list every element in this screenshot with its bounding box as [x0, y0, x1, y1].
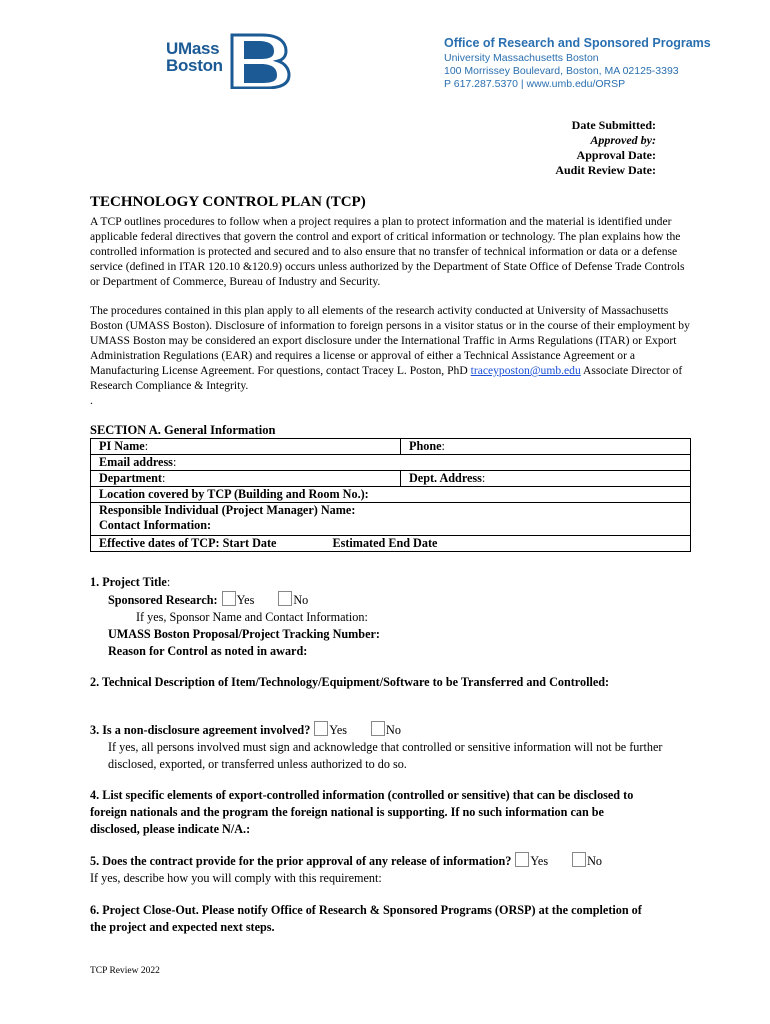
pi-name-cell[interactable]: [91, 439, 401, 455]
project-title-colon: :: [166, 575, 171, 589]
section-a-heading: SECTION A. General Information: [90, 423, 276, 437]
office-address: 100 Morrissey Boulevard, Boston, MA 02125-3393: [444, 65, 679, 77]
logo-line-2: Boston: [166, 56, 223, 75]
department-label: Department: [99, 471, 162, 485]
question-6: 6. Project Close-Out. Please notify Office of Research & Sponsored Programs (ORSP) at the completion of the project and expected next steps.: [90, 903, 642, 934]
approval-date-label: Approval Date:: [576, 148, 656, 162]
nda-yes-checkbox[interactable]: [314, 721, 328, 736]
question-3: [90, 721, 700, 773]
intro-paragraph-2-tail: Associate Director of Research Compliance & Integrity.: [90, 364, 683, 392]
document-title: TECHNOLOGY CONTROL PLAN (TCP): [90, 194, 366, 210]
audit-review-date-label: Audit Review Date:: [555, 163, 656, 177]
date-submitted-label: Date Submitted:: [571, 118, 656, 132]
project-title-label: 1. Project Title: [90, 575, 167, 589]
prior-approval-no-checkbox[interactable]: [572, 852, 586, 867]
prior-approval-yes-label: Yes: [530, 854, 549, 868]
nda-question-label: 3. Is a non-disclosure agreement involved?: [90, 723, 311, 737]
question-4: 4. List specific elements of export-controlled information (controlled or sensitive) that can be disclosed to foreign nationals and the program the foreign national is supporting. If no such information can be disclosed, please indicate N/A.:: [90, 788, 634, 836]
intro-paragraph-2: [90, 303, 690, 408]
sponsored-no-checkbox[interactable]: [278, 591, 292, 606]
reason-for-control-label: Reason for Control as noted in award:: [108, 644, 308, 658]
nda-yes-label: Yes: [329, 723, 348, 737]
effective-dates-cell[interactable]: [91, 536, 691, 552]
sponsored-yes-checkbox[interactable]: [222, 591, 236, 606]
prior-approval-yes-checkbox[interactable]: [515, 852, 529, 867]
tracking-number-label: UMASS Boston Proposal/Project Tracking Number:: [108, 627, 380, 641]
phone-colon: :: [441, 439, 445, 453]
location-cell[interactable]: Location covered by TCP (Building and Room No.):: [91, 487, 691, 503]
footer-revision: TCP Review 2022: [90, 966, 160, 976]
contact-email-link[interactable]: traceyposton@umb.edu: [470, 364, 581, 377]
nda-no-label: No: [386, 723, 401, 737]
dept-address-cell[interactable]: [401, 471, 691, 487]
office-contact: P 617.287.5370 | www.umb.edu/ORSP: [444, 78, 626, 90]
office-name: Office of Research and Sponsored Programs: [444, 36, 711, 50]
umass-b-logo-icon: [228, 33, 292, 89]
responsible-label: Responsible Individual (Project Manager) Name:: [99, 503, 356, 517]
nda-explanation: If yes, all persons involved must sign and acknowledge that controlled or sensitive information will not be further disclosed, exported, or transferred unless authorized to do so.: [108, 740, 663, 771]
prior-approval-no-label: No: [587, 854, 602, 868]
email-label: Email address: [99, 455, 173, 469]
prior-approval-question-label: 5. Does the contract provide for the prior approval of any release of information?: [90, 854, 512, 868]
intro-paragraph-2-text: The procedures contained in this plan apply to all elements of the research activity conducted at University of Massachusetts Boston (UMASS Boston). Disclosure of information to foreign persons in a visitor status or in the course of their employment by UMASS Boston may be considered an export disclosure under the International Traffic in Arms Regulations (ITAR) or Export Administration Regulations (EAR) and requires a license or approval of either a Technical Assistance Agreement or a Manufacturing License Agreement. For questions, contact Tracey L. Poston, PhD: [90, 304, 690, 377]
general-information-table: [90, 438, 691, 552]
question-1: [90, 574, 700, 660]
dept-address-label: Dept. Address: [409, 471, 482, 485]
logo-line-1: UMass: [166, 39, 220, 58]
pi-name-colon: :: [144, 439, 149, 453]
start-date-label: Effective dates of TCP: Start Date: [99, 536, 277, 550]
approved-by-label: Approved by:: [590, 133, 656, 147]
phone-cell[interactable]: [401, 439, 691, 455]
sponsor-info-label: If yes, Sponsor Name and Contact Information:: [136, 610, 368, 624]
dept-address-colon: :: [481, 471, 486, 485]
email-colon: :: [172, 455, 177, 469]
department-colon: :: [161, 471, 166, 485]
university-name: University Massachusetts Boston: [444, 52, 599, 64]
question-2: 2. Technical Description of Item/Technology/Equipment/Software to be Transferred and Controlled:: [90, 675, 610, 689]
phone-label: Phone: [409, 439, 442, 453]
nda-no-checkbox[interactable]: [371, 721, 385, 736]
compliance-description-label: If yes, describe how you will comply with this requirement:: [90, 871, 382, 885]
end-date-label: Estimated End Date: [332, 536, 438, 550]
sponsored-research-label: Sponsored Research:: [108, 593, 218, 607]
contact-info-label: Contact Information:: [99, 518, 212, 532]
stray-period: .: [90, 394, 93, 407]
approval-dates-block: [555, 118, 656, 178]
sponsored-no-label: No: [293, 593, 309, 607]
intro-paragraph-1: A TCP outlines procedures to follow when a project requires a plan to protect information and the material is identified under applicable federal directives that govern the control and export of critical information or technology. The plan explains how the controlled information is protected and secured and to also ensure that no transfer of technical information or data or a defense service (defined in ITAR 120.10 &120.9) occurs unless authorized by the Department of State Office of Defense Trade Controls or Department of Commerce, Bureau of Industry and Security.: [90, 215, 685, 288]
sponsored-yes-label: Yes: [236, 593, 255, 607]
question-5: [90, 852, 700, 887]
pi-name-label: PI Name: [99, 439, 145, 453]
department-cell[interactable]: [91, 471, 401, 487]
email-cell[interactable]: [91, 455, 691, 471]
umass-boston-wordmark: [166, 40, 223, 74]
responsible-contact-cell[interactable]: [91, 503, 691, 536]
